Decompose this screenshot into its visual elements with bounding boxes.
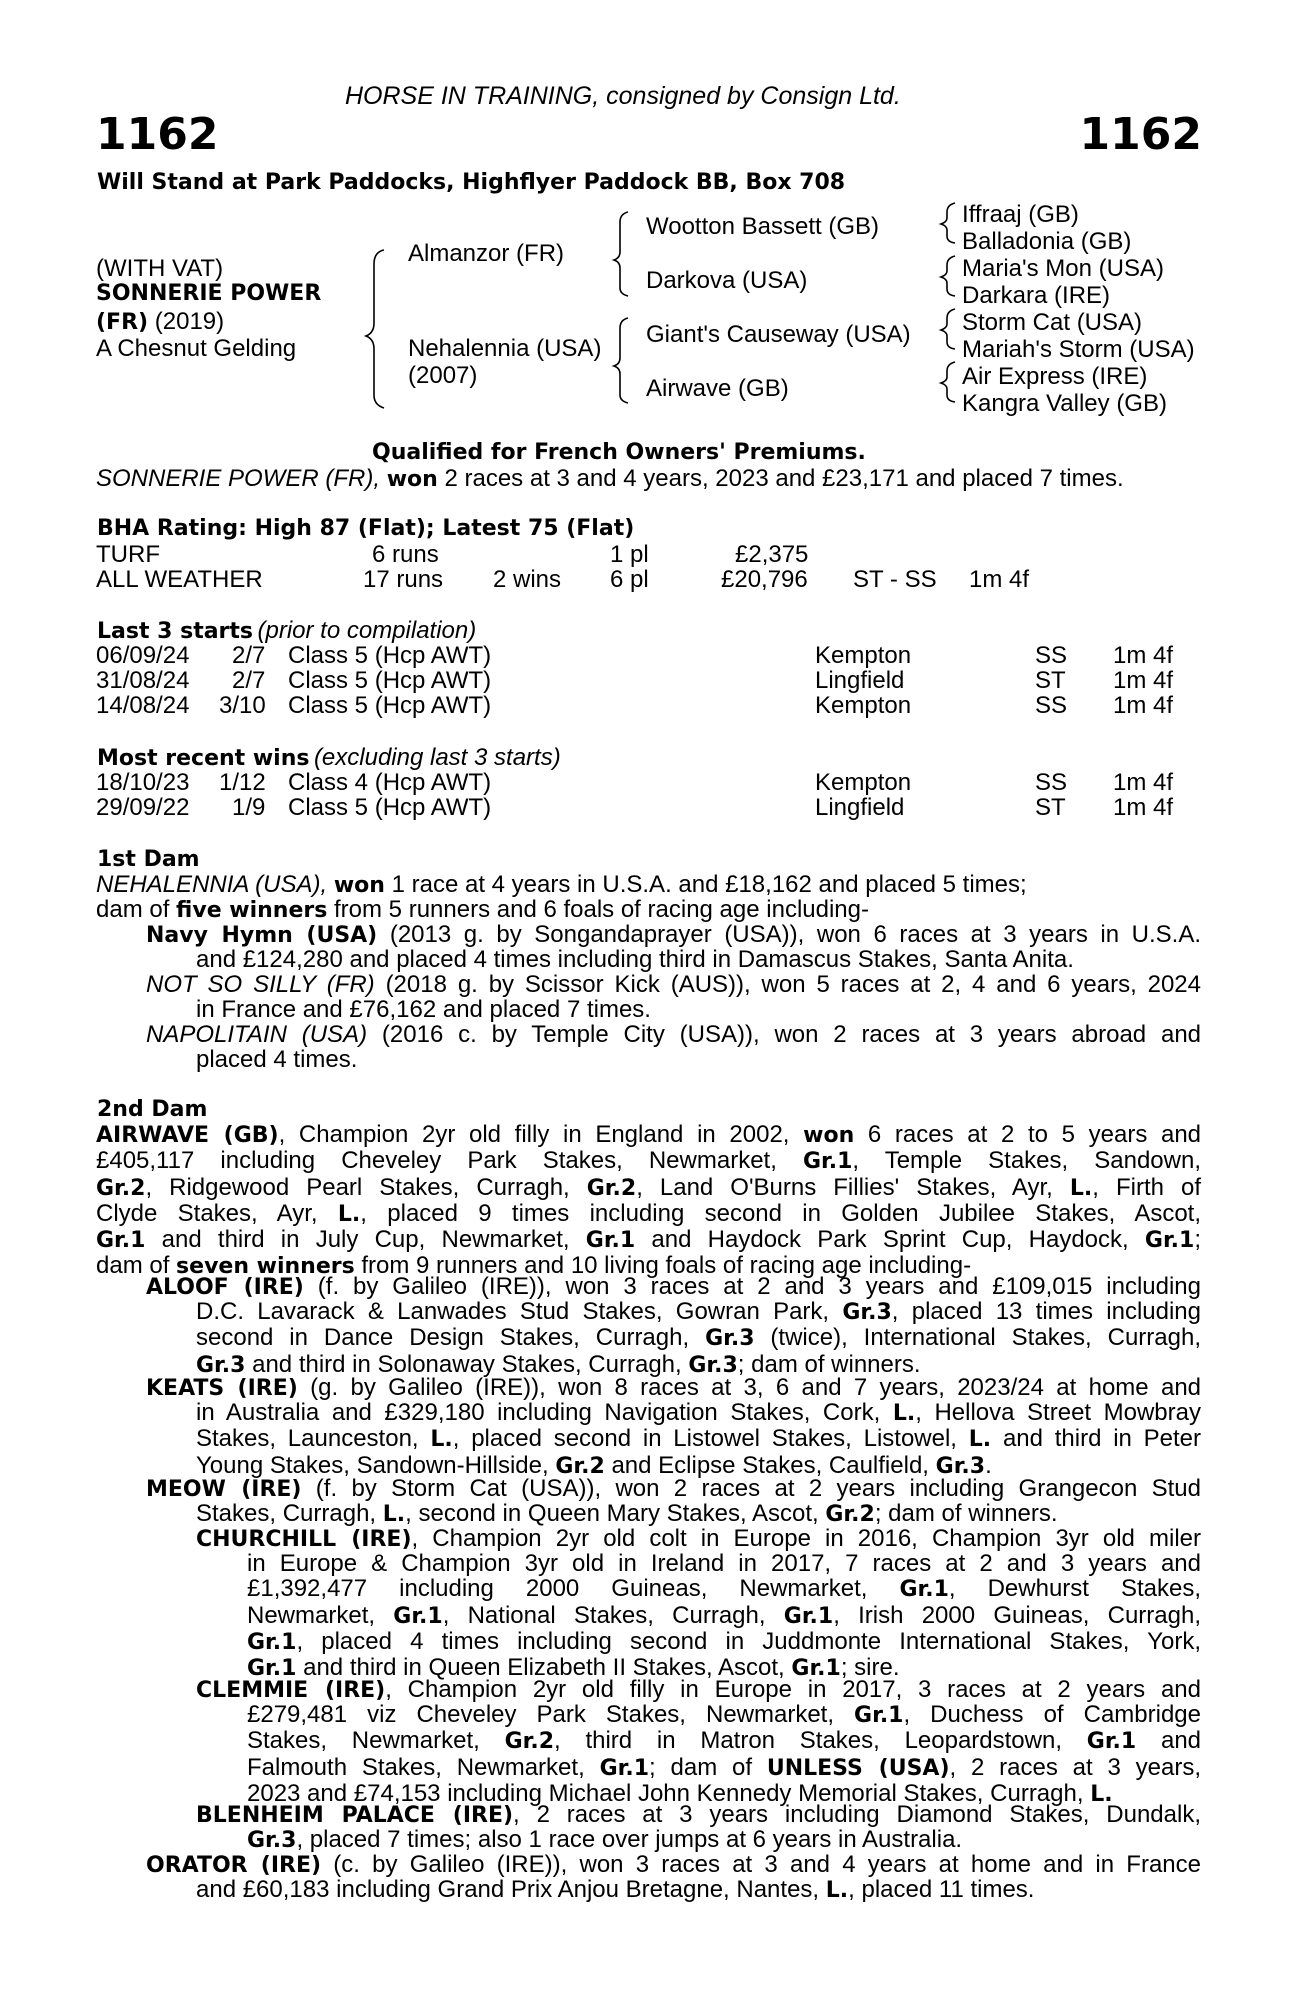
horse-origin-year: (FR) (2019) [96,308,225,335]
start-going: ST [1035,667,1066,694]
rating-runs: 6 runs [372,541,439,568]
progeny-orator: ORATOR (IRE) (c. by Galileo (IRE)), won 3 races at 3 and 4 years at home and in France [146,1851,1201,1878]
pedigree-g8: Kangra Valley (GB) [962,390,1167,417]
second-dam-heading: 2nd Dam [97,1097,208,1122]
progeny-churchill: CHURCHILL (IRE), Champion 2yr old colt in Europe in 2016, Champion 3yr old miler [196,1525,1201,1552]
race-record-summary: SONNERIE POWER (FR), won 2 races at 3 and 4 years, 2023 and £23,171 and placed 7 times. [96,465,1124,492]
start-going: SS [1035,642,1068,669]
start-date: 06/09/24 [96,642,190,669]
rating-surface: ALL WEATHER [96,566,263,593]
progeny-orator-cont: and £60,183 including Grand Prix Anjou Bretagne, Nantes, L., placed 11 times. [196,1876,1035,1903]
first-dam-progeny-not-so-silly-cont: in France and £76,162 and placed 7 times. [196,996,651,1023]
pedigree-dam-year: (2007) [408,362,478,389]
start-course: Lingfield [815,667,905,694]
rating-wins: 2 wins [493,566,562,593]
progeny-keats: KEATS (IRE) (g. by Galileo (IRE)), won 8 races at 3, 6 and 7 years, 2023/24 at home and [146,1374,1202,1401]
progeny-churchill-cont: in Europe & Champion 3yr old in Ireland in 2017, 7 races at 2 and 3 years and £1,392,477 including 2000 Guineas, Newmarket, Gr.1, Dewhurst Stakes, Newmarket, Gr.1, National Stakes, Curragh, Gr.1, Irish 2000 Guineas, Curragh, Gr.1, placed 4 times including second in Juddmonte International Stakes, York, Gr.1 and third in Queen Elizabeth II Stakes, Ascot, Gr.1; sire. [247,1550,1202,1682]
lot-number-left: 1162 [96,109,219,160]
win-position: 1/9 [232,794,266,821]
rating-prize: £2,375 [735,541,809,568]
progeny-keats-cont: in Australia and £329,180 including Navigation Stakes, Cork, L., Hellova Street Mowbray Stakes, Launceston, L., placed second in Listowel Stakes, Listowel, L. and third in Peter Young Stakes, Sandown-Hillside, Gr.2 and Eclipse Stakes, Caulfield, Gr.3. [196,1399,1202,1479]
first-dam-produce-summary: dam of five winners from 5 runners and 6 foals of racing age including- [96,896,869,923]
pedigree-dam-dam: Airwave (GB) [646,375,789,402]
second-dam-airwave: AIRWAVE (GB), Champion 2yr old filly in England in 2002, won 6 races at 2 to 5 years and £405,117 including Cheveley Park Stakes, Newmarket, Gr.1, Temple Stakes, Sandown, Gr.2, Ridgewood Pearl Stakes, Curragh, Gr.2, Land O'Burns Fillies' Stakes, Ayr, L., Firth of Clyde Stakes, Ayr, L., placed 9 times including second in Golden Jubilee Stakes, Ascot, Gr.1 and third in July Cup, Newmarket, Gr.1 and Haydock Park Sprint Cup, Haydock, Gr.1; dam of seven winners from 9 runners and 10 living foals of racing age including- [96,1121,1202,1280]
win-distance: 1m 4f [1113,794,1174,821]
pedigree-sire-sire: Wootton Bassett (GB) [646,213,879,240]
progeny-meow-cont: Stakes, Curragh, L., second in Queen Mary Stakes, Ascot, Gr.2; dam of winners. [196,1500,1058,1527]
pedigree-dam-sire: Giant's Causeway (USA) [646,321,911,348]
pedigree-sire: Almanzor (FR) [408,240,565,267]
start-position: 2/7 [232,642,266,669]
start-position: 2/7 [232,667,266,694]
first-dam-progeny-navy-hymn-cont: and £124,280 and placed 4 times including third in Damascus Stakes, Santa Anita. [196,946,1074,973]
vat-label: (WITH VAT) [96,255,224,282]
win-class: Class 5 (Hcp AWT) [288,794,492,821]
pedigree-g2: Balladonia (GB) [962,228,1132,255]
start-going: SS [1035,692,1068,719]
consignor-line: HORSE IN TRAINING, consigned by Consign Ltd. [345,82,901,110]
win-course: Lingfield [815,794,905,821]
start-date: 14/08/24 [96,692,190,719]
recent-wins-heading: Most recent wins (excluding last 3 starts) [97,744,561,771]
start-class: Class 5 (Hcp AWT) [288,642,492,669]
progeny-aloof-cont: D.C. Lavarack & Lanwades Stud Stakes, Gowran Park, Gr.3, placed 13 times including second in Dance Design Stakes, Curragh, Gr.3 (twice), International Stakes, Curragh, Gr.3 and third in Solonaway Stakes, Curragh, Gr.3; dam of winners. [196,1298,1202,1378]
lot-number-right: 1162 [1079,109,1202,160]
win-position: 1/12 [219,769,266,796]
win-going: SS [1035,769,1068,796]
rating-distance: 1m 4f [969,566,1030,593]
start-class: Class 5 (Hcp AWT) [288,692,492,719]
premiums-heading: Qualified for French Owners' Premiums. [372,440,866,465]
progeny-clemmie-cont: £279,481 viz Cheveley Park Stakes, Newmarket, Gr.1, Duchess of Cambridge Stakes, Newmarket, Gr.2, third in Matron Stakes, Leopardstown, Gr.1 and Falmouth Stakes, Newmarket, Gr.1; dam of UNLESS (USA), 2 races at 3 years, 2023 and £74,153 including Michael John Kennedy Memorial Stakes, Curragh, L. [247,1701,1202,1807]
rating-surface: TURF [96,541,160,568]
progeny-blenheim-palace-cont: Gr.3, placed 7 times; also 1 race over jumps at 6 years in Australia. [247,1826,963,1853]
win-date: 18/10/23 [96,769,190,796]
first-dam-record: NEHALENNIA (USA), won 1 race at 4 years in U.S.A. and £18,162 and placed 5 times; [96,871,1027,898]
rating-runs: 17 runs [363,566,444,593]
progeny-meow: MEOW (IRE) (f. by Storm Cat (USA)), won 2 races at 2 years including Grangecon Stud [146,1475,1201,1502]
start-course: Kempton [815,692,912,719]
first-dam-heading: 1st Dam [97,847,200,872]
progeny-clemmie: CLEMMIE (IRE), Champion 2yr old filly in Europe in 2017, 3 races at 2 years and [196,1676,1201,1703]
first-dam-progeny-not-so-silly: NOT SO SILLY (FR) (2018 g. by Scissor Kick (AUS)), won 5 races at 2, 4 and 6 years, 2024 [146,971,1202,998]
start-class: Class 5 (Hcp AWT) [288,667,492,694]
pedigree-g7: Air Express (IRE) [962,363,1148,390]
win-course: Kempton [815,769,912,796]
pedigree-g4: Darkara (IRE) [962,282,1111,309]
pedigree-g1: Iffraaj (GB) [962,201,1079,228]
start-distance: 1m 4f [1113,667,1174,694]
win-date: 29/09/22 [96,794,190,821]
first-dam-progeny-napolitain-cont: placed 4 times. [196,1046,358,1073]
pedigree-sire-dam: Darkova (USA) [646,267,808,294]
start-distance: 1m 4f [1113,692,1174,719]
pedigree-g6: Mariah's Storm (USA) [962,336,1195,363]
progeny-aloof: ALOOF (IRE) (f. by Galileo (IRE)), won 3 races at 2 and 3 years and £109,015 including [146,1273,1201,1300]
pedigree-dam: Nehalennia (USA) [408,335,602,362]
bha-rating-heading: BHA Rating: High 87 (Flat); Latest 75 (Flat) [97,516,635,541]
rating-going: ST - SS [853,566,937,593]
progeny-blenheim-palace: BLENHEIM PALACE (IRE), 2 races at 3 years including Diamond Stakes, Dundalk, [196,1801,1201,1828]
win-distance: 1m 4f [1113,769,1174,796]
last-starts-heading: Last 3 starts (prior to compilation) [97,617,477,644]
first-dam-progeny-napolitain: NAPOLITAIN (USA) (2016 c. by Temple City (USA)), won 2 races at 3 years abroad and [146,1021,1202,1048]
rating-placed: 1 pl [610,541,649,568]
start-course: Kempton [815,642,912,669]
start-date: 31/08/24 [96,667,190,694]
horse-name: SONNERIE POWER [96,281,322,306]
rating-prize: £20,796 [721,566,808,593]
pedigree-g5: Storm Cat (USA) [962,309,1143,336]
win-going: ST [1035,794,1066,821]
win-class: Class 4 (Hcp AWT) [288,769,492,796]
pedigree-g3: Maria's Mon (USA) [962,255,1164,282]
stabling-line: Will Stand at Park Paddocks, Highflyer Paddock BB, Box 708 [97,170,846,195]
horse-description: A Chesnut Gelding [96,335,297,362]
start-position: 3/10 [219,692,266,719]
first-dam-progeny-navy-hymn: Navy Hymn (USA) (2013 g. by Songandaprayer (USA)), won 6 races at 3 years in U.S.A. [146,921,1201,948]
rating-placed: 6 pl [610,566,649,593]
start-distance: 1m 4f [1113,642,1174,669]
